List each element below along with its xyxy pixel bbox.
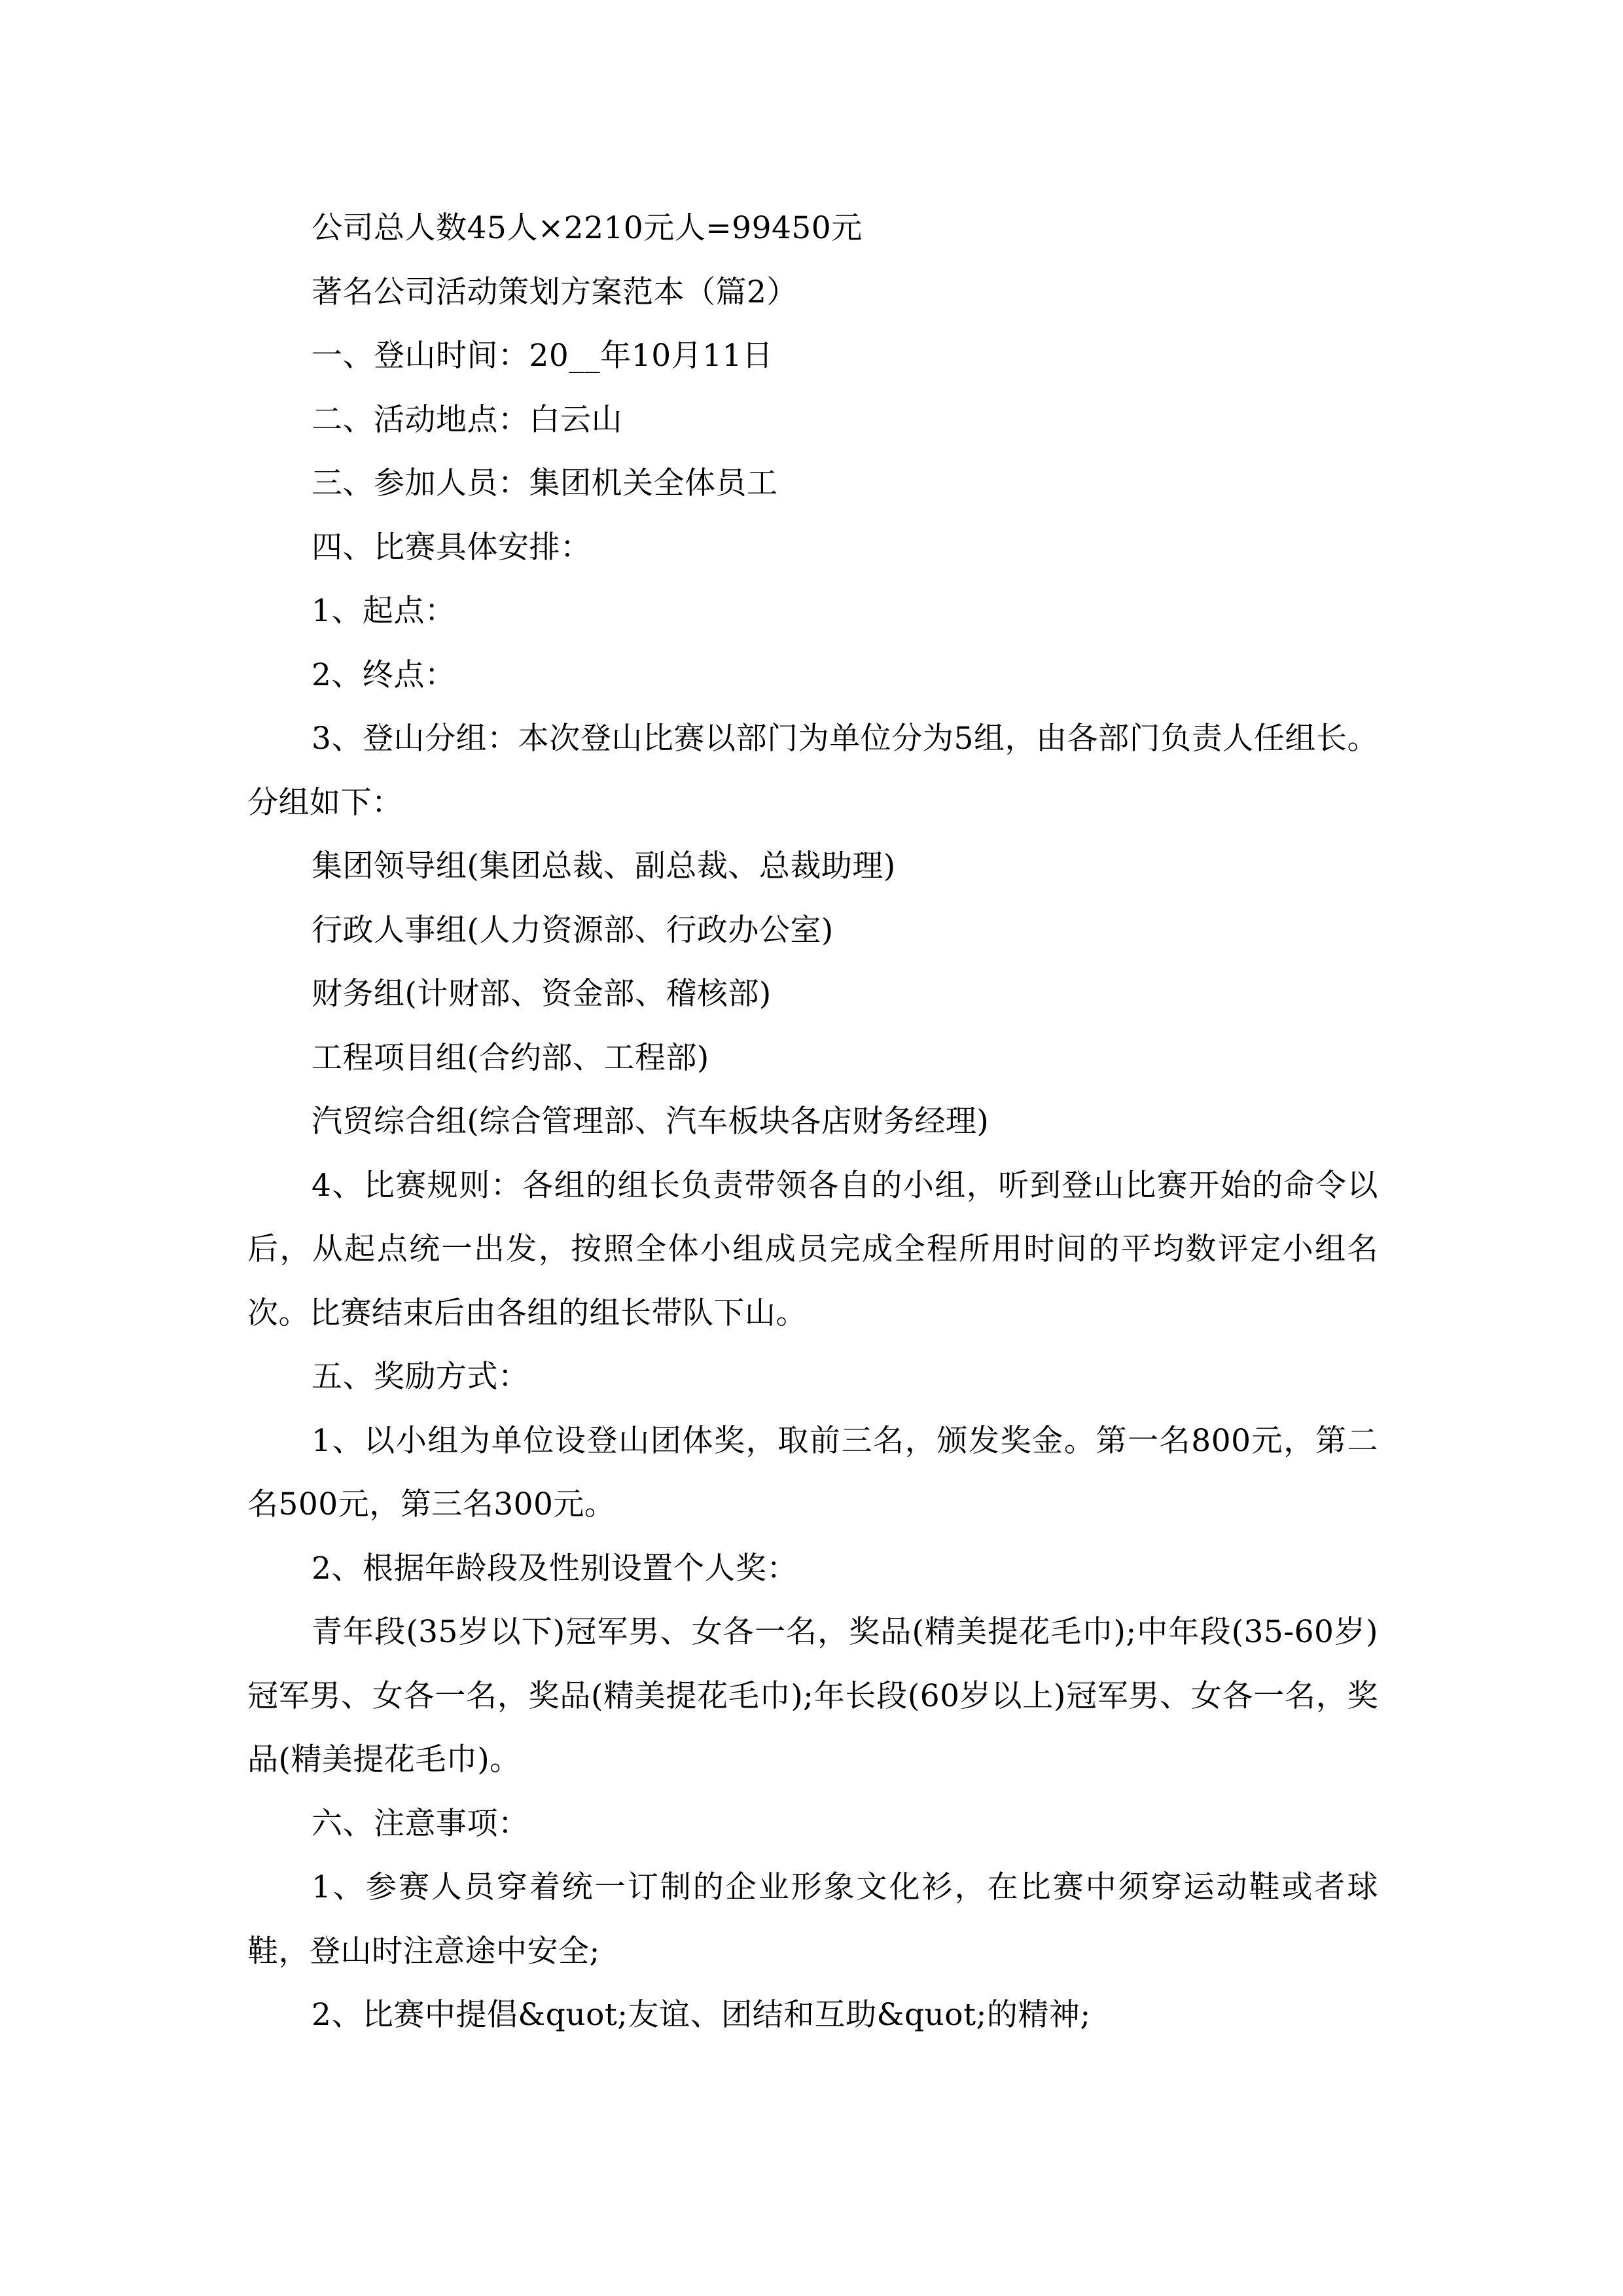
paragraph-climb-time: 一、登山时间：20__年10月11日 (312, 338, 774, 374)
paragraph-notes-heading: 六、注意事项： (312, 1805, 529, 1842)
paragraph-group-finance: 财务组(计财部、资金部、稽核部) (312, 976, 772, 1012)
document-body (247, 196, 1378, 2047)
paragraph-competition-rules: 4、比赛规则：各组的组长负责带领各自的小组，听到登山比赛开始的命令以后，从起点统一出发，按照全体小组成员完成全程所用时间的平均数评定小组名次。比赛结束后由各组的组长带队下山。 (247, 1167, 1378, 1331)
paragraph-group-engineering: 工程项目组(合约部、工程部) (312, 1039, 709, 1076)
paragraph-note-attire: 1、参赛人员穿着统一订制的企业形象文化衫，在比赛中须穿运动鞋或者球鞋，登山时注意途中安全; (247, 1869, 1378, 1969)
paragraph-group-admin-hr: 行政人事组(人力资源部、行政办公室) (312, 912, 834, 948)
paragraph-start-point: 1、起点： (312, 593, 456, 629)
paragraph-arrangement-heading: 四、比赛具体安排： (312, 529, 592, 565)
paragraph-grouping: 3、登山分组：本次登山比赛以部门为单位分为5组，由各部门负责人任组长。分组如下： (247, 721, 1378, 821)
paragraph-group-auto-trade: 汽贸综合组(综合管理部、汽车板块各店财务经理) (312, 1103, 990, 1139)
paragraph-age-groups: 青年段(35岁以下)冠军男、女各一名，奖品(精美提花毛巾);中年段(35-60岁)冠军男、女各一名，奖品(精美提花毛巾);年长段(60岁以上)冠军男、女各一名，奖品(精美提花毛巾)。 (247, 1614, 1378, 1778)
paragraph-note-spirit: 2、比赛中提倡&quot;友谊、团结和互助&quot;的精神; (312, 1997, 1091, 2033)
paragraph-total-cost: 公司总人数45人×2210元人=99450元 (312, 210, 863, 246)
paragraph-location: 二、活动地点：白云山 (312, 401, 622, 438)
paragraph-awards-heading: 五、奖励方式： (312, 1359, 529, 1395)
paragraph-individual-award: 2、根据年龄段及性别设置个人奖： (312, 1550, 798, 1587)
paragraph-end-point: 2、终点： (312, 656, 456, 693)
paragraph-team-award: 1、以小组为单位设登山团体奖，取前三名，颁发奖金。第一名800元，第二名500元，第三名300元。 (247, 1422, 1378, 1522)
paragraph-section-title: 著名公司活动策划方案范本（篇2） (312, 274, 798, 310)
paragraph-group-leadership: 集团领导组(集团总裁、副总裁、总裁助理) (312, 848, 896, 884)
paragraph-participants: 三、参加人员：集团机关全体员工 (312, 465, 778, 501)
